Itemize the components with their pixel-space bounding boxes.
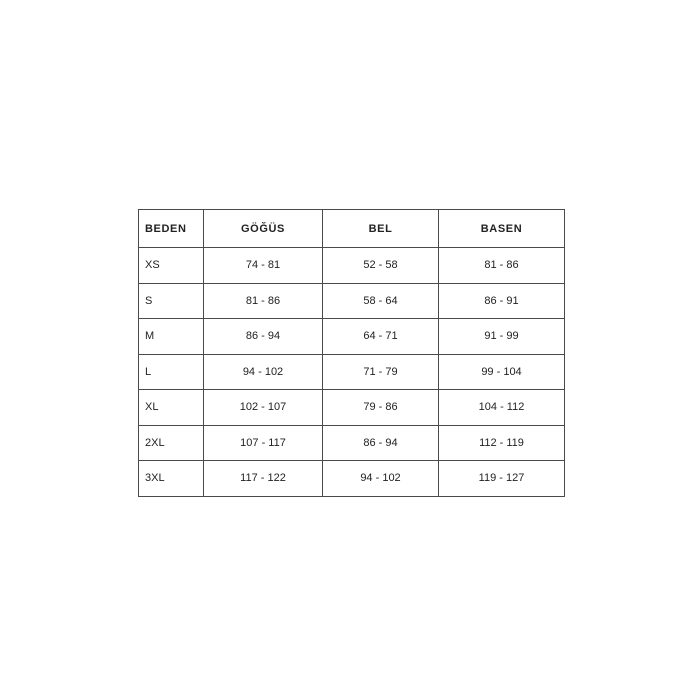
table-row: [139, 283, 565, 319]
column-header-basen: BASEN: [439, 210, 565, 248]
cell-bel: 52 - 58: [323, 248, 439, 284]
cell-gogus: 117 - 122: [204, 461, 323, 497]
cell-size: XL: [139, 390, 204, 426]
cell-bel: 58 - 64: [323, 283, 439, 319]
cell-gogus: 94 - 102: [204, 354, 323, 390]
column-header-beden: BEDEN: [139, 210, 204, 248]
cell-size: M: [139, 319, 204, 355]
cell-basen: 86 - 91: [439, 283, 565, 319]
table-header-row: [139, 210, 565, 248]
cell-basen: 119 - 127: [439, 461, 565, 497]
cell-bel: 79 - 86: [323, 390, 439, 426]
size-chart-container: [138, 209, 564, 497]
column-header-bel: BEL: [323, 210, 439, 248]
table-body: [139, 248, 565, 497]
table-row: [139, 425, 565, 461]
cell-size: S: [139, 283, 204, 319]
cell-basen: 91 - 99: [439, 319, 565, 355]
cell-size: L: [139, 354, 204, 390]
cell-size: 3XL: [139, 461, 204, 497]
table-row: [139, 390, 565, 426]
cell-size: 2XL: [139, 425, 204, 461]
cell-basen: 104 - 112: [439, 390, 565, 426]
size-chart-table: [138, 209, 565, 497]
cell-gogus: 74 - 81: [204, 248, 323, 284]
cell-bel: 86 - 94: [323, 425, 439, 461]
table-row: [139, 354, 565, 390]
cell-basen: 81 - 86: [439, 248, 565, 284]
cell-size: XS: [139, 248, 204, 284]
column-header-gogus: GÖĞÜS: [204, 210, 323, 248]
cell-gogus: 81 - 86: [204, 283, 323, 319]
cell-bel: 71 - 79: [323, 354, 439, 390]
cell-bel: 64 - 71: [323, 319, 439, 355]
cell-gogus: 86 - 94: [204, 319, 323, 355]
table-header: [139, 210, 565, 248]
cell-gogus: 107 - 117: [204, 425, 323, 461]
table-row: [139, 461, 565, 497]
table-row: [139, 248, 565, 284]
cell-basen: 99 - 104: [439, 354, 565, 390]
table-row: [139, 319, 565, 355]
cell-bel: 94 - 102: [323, 461, 439, 497]
cell-basen: 112 - 119: [439, 425, 565, 461]
cell-gogus: 102 - 107: [204, 390, 323, 426]
